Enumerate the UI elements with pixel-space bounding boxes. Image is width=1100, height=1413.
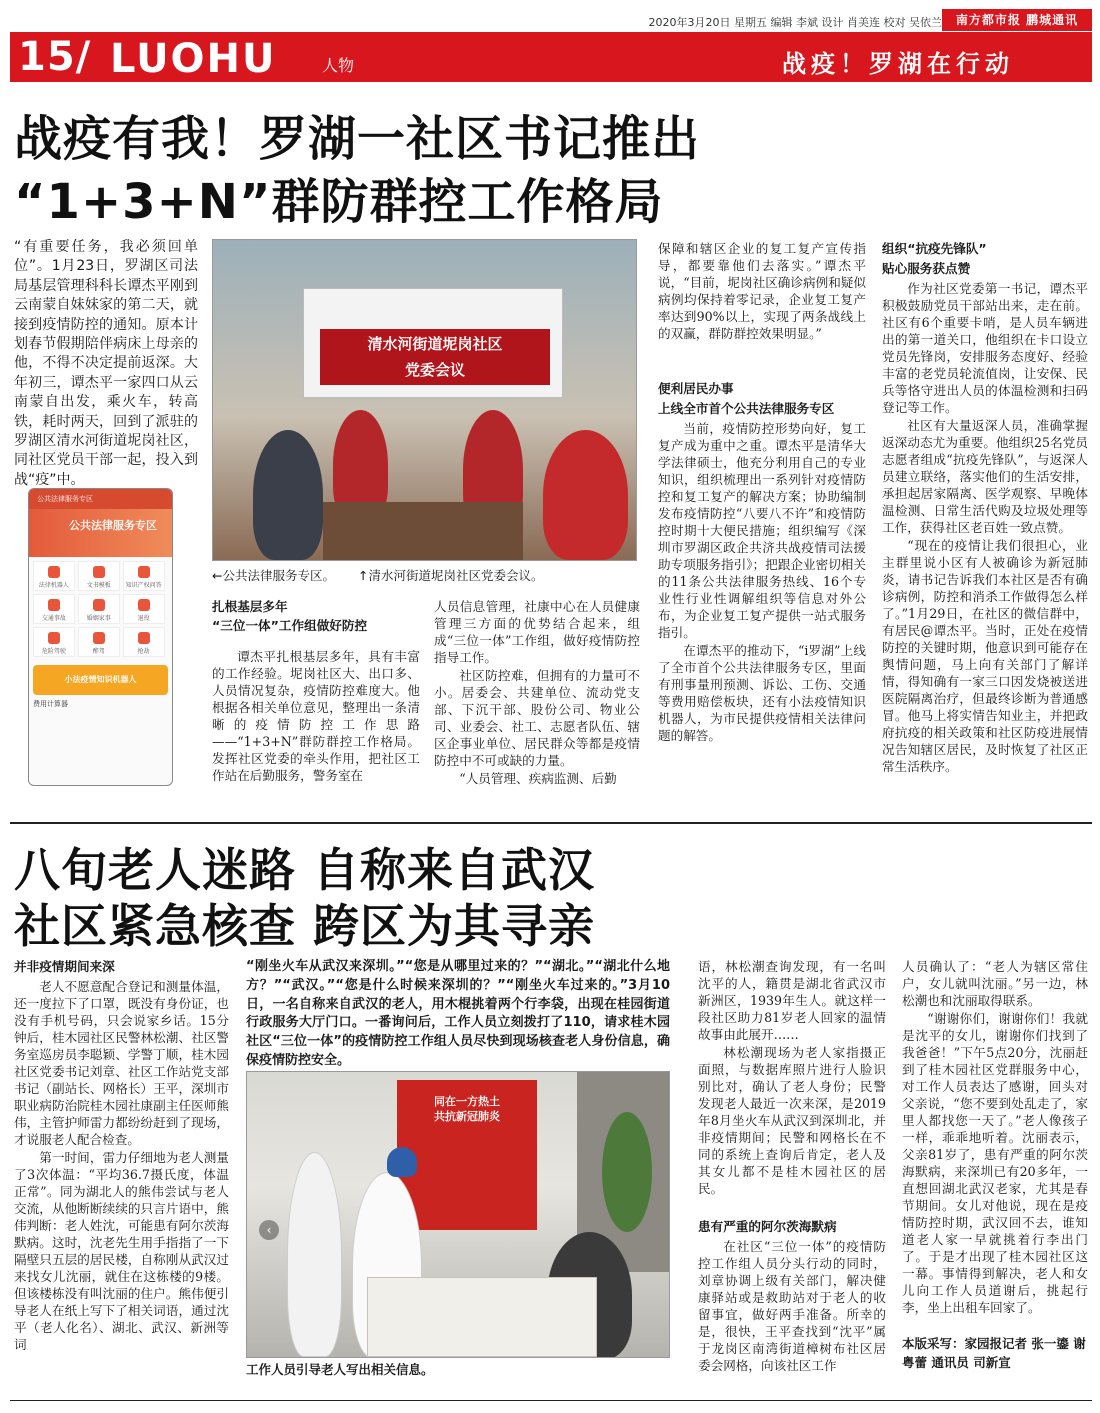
meeting-table (323, 502, 523, 561)
app-service-cell: 法律机器人 (33, 561, 75, 591)
paragraph: 在社区“三位一体”的疫情防控工作组人员分头行动的同时，刘章协调上级有关部门，解决健康驿站或是救助站对于老人的收留事宜，做好两手准备。所幸的是，很快，王平查找到“沈平”属于龙岗区南湾街道樟树布社区居委会网格，向该社区工作 (698, 1239, 886, 1373)
article1-section1-col2 (434, 598, 640, 788)
street-photo (246, 1071, 670, 1358)
app-service-cell: 知识产权问答 (123, 561, 165, 591)
page-bottom-rule (10, 1400, 1092, 1401)
paragraph: 语，林松潮查询发现，有一名叫沈平的人，籍贯是湖北省武汉市新洲区，1939年生人。就这样一段社区助力81岁老人回家的温情故事由此展开…… (698, 959, 886, 1042)
article2-lead: “刚坐火车从武汉来深圳。”“您是从哪里过来的？”“湖北。”“湖北什么地方？”“武汉。”“您是什么时候来深圳的？”“刚坐火车过来的。”3月10日，一名自称来自武汉的老人，用木棍挑着两个行李袋，出现在桂园街道行政服务大厅门口。一番询问后，工作人员立刻拨打了110，请求桂木园社区“三位一体”的疫情防控工作组人员尽快到现场核查老人身份信息，确保疫情防控安全。 (246, 959, 670, 1068)
article2-section1-title: 并非疫情期间来深 (14, 959, 115, 974)
column-title: 战疫！罗湖在行动 (782, 50, 1014, 78)
article1-col3-top (658, 240, 866, 343)
newspaper-logo: 南方都市报 鹏城通讯 (942, 9, 1092, 31)
page-number: 15/ (18, 34, 92, 80)
section-name: LUOHU (110, 36, 277, 82)
app-banner: 公共法律服务专区 (29, 509, 172, 557)
app-service-grid (29, 557, 172, 661)
article2-photo-caption: 工作人员引导老人写出相关信息。 (246, 1362, 434, 1377)
article2-col4 (902, 958, 1088, 1317)
article1-lead: “有重要任务，我必须回单位”。1月23日，罗湖区司法局基层管理科科长谭杰平刚到云南蒙自妹妹家的第二天，就接到疫情防控的通知。原本计划春节假期陪伴病床上母亲的他，不得不决定提前返深。大年初三，谭杰平一家四口从云南蒙自出发，乘火车，转高铁，耗时两天，回到了派驻的罗湖区清水河街道坭岗社区，同社区党员干部一起，投入到战“疫”中。 (14, 239, 198, 488)
tree-shape (602, 1112, 652, 1232)
app-service-cell: 婚姻家事 (78, 594, 120, 624)
section-tag: 人物 (322, 56, 355, 75)
meeting-banner-text: 清水河街道坭岗社区 党委会议 (320, 329, 550, 385)
paragraph: “谢谢你们，谢谢你们！我就是沈平的女儿，谢谢你们找到了我爸爸！”下午5点20分，沈丽赶到了桂木园社区党群服务中心，对工作人员表达了感谢，回头对父亲说，“您不要到处乱走了，家里人都找您一天了。”老人像孩子一样，乖乖地听着。沈丽表示，父亲81岁了，患有严重的阿尔茨海默病，来深圳已有20多年，一直想回湖北武汉老家，尤其是春节期间。女儿对他说，现在是疫情防控时期，武汉回不去，谁知道老人家一早就挑着行李出门了。于是才出现了桂木园社区这一幕。事情得到解决，老人和女儿向工作人员道谢后，挑起行李，坐上出租车回家了。 (902, 1011, 1088, 1315)
article1-section3-title1: 组织“抗疫先锋队” (882, 241, 987, 256)
article1-headline-line1: 战疫有我！罗湖一社区书记推出 (14, 111, 701, 167)
app-service-cell: 抢劫 (123, 627, 165, 657)
article1-section2-title2: 上线全市首个公共法律服务专区 (658, 401, 835, 416)
paragraph: 在谭杰平的推动下，“i罗湖”上线了全市首个公共法律服务专区，里面有刑事量刑预测、诉讼、工伤、交通等费用赔偿板块，还有小法疫情知识机器人，为市民提供疫情相关法律问题的解答。 (658, 643, 866, 743)
article1-section3-title2: 贴心服务获点赞 (882, 261, 971, 276)
meeting-banner-board (303, 288, 563, 398)
paragraph: 谭杰平扎根基层多年，具有丰富的工作经验。坭岗社区大、出口多、人员情况复杂，疫情防控难度大。他根据各相关单位意见，整理出一条清晰的疫情防控工作思路——“1+3+N”群防群控工作格局。发挥社区党委的牵头作用，把社区工作站在后勤服务，警务室在 (212, 649, 420, 783)
article2-col3 (698, 958, 886, 1198)
caption-left: ←公共法律服务专区。 (212, 568, 335, 583)
person-silhouette (287, 1152, 342, 1357)
article2-col1 (14, 978, 229, 1354)
meeting-photo (212, 239, 637, 561)
app-service-cell: 退役 (123, 594, 165, 624)
notice-board (397, 1080, 537, 1230)
article1-headline-line2: “1+3+N”群防群控工作格局 (14, 174, 664, 230)
paragraph: 人员信息管理，社康中心在人员健康管理三方面的优势结合起来，组成“三位一体”工作组，做好疫情防控指导工作。 (434, 599, 640, 665)
app-service-cell: 醉驾 (78, 627, 120, 657)
byline: 本版采写：家园报记者 张一鎏 谢粤蕾 通讯员 司新宣 (902, 1336, 1086, 1370)
article2-col3-bottom (698, 1238, 886, 1375)
paragraph: 保障和辖区企业的复工复产宣传指导，都要靠他们去落实。”谭杰平说，“目前，坭岗社区确诊病例和疑似病例均保持着零记录，企业复工复产率达到90%以上，实现了两条战线上的双赢，群防群控效果明显。” (658, 241, 866, 341)
paragraph: 人员确认了：“老人为辖区常住户，女儿就叫沈丽。”另一边，林松潮也和沈丽取得联系。 (902, 959, 1088, 1008)
person-silhouette (253, 430, 323, 560)
paragraph: 作为社区党委第一书记，谭杰平积极鼓励党员干部站出来，走在前。社区有6个重要卡哨，是人员车辆进出的第一道关口，他组织在卡口设立党员先锋岗，安排服务态度好、经验丰富的老党员轮流值岗，让安保、民兵等恪守进出人员的体温检测和扫码登记等工作。 (882, 281, 1088, 415)
app-service-cell: 文书模板 (78, 561, 120, 591)
caption-right: ↑清水河街道坭岗社区党委会议。 (358, 568, 544, 583)
article-divider (10, 822, 1092, 824)
article1-section1-col1 (212, 648, 420, 785)
notice-board-text: 同在一方热土 共抗新冠肺炎 (434, 1095, 500, 1123)
chevron-left-icon: ‹ (259, 1220, 279, 1240)
desk (367, 1277, 597, 1357)
legal-service-app-screenshot (28, 488, 173, 786)
paragraph: 林松潮现场为老人家指摄正面照，与数据库照片进行人脸识别比对，确认了老人身份；民警发现老人最近一次来深，是2019年8月坐火车从武汉到深圳北，并非疫情期间；民警和网格长在不同的系统上查询后肯定，老人及其女儿都不是桂木园社区的居民。 (698, 1045, 886, 1196)
paragraph: 第一时间，雷力仔细地为老人测量了3次体温：“平均36.7摄氏度，体温正常”。同为湖北人的熊伟尝试与老人交流，从他断断续续的只言片语中，熊伟判断：老人姓沈，可能患有阿尔茨海默病。这时，沈老先生用手指指了一下隔壁只五层的居民楼，自称刚从武汉过来找女儿沈丽，就住在这栋楼的9楼。但该楼栋没有叫沈丽的住户。熊伟便引导老人在纸上写下了相关词语，通过沈平（老人化名）、湖北、武汉、新洲等词 (14, 1150, 229, 1352)
paragraph: 老人不愿意配合登记和测量体温，还一度拉下了口罩，既没有身份证，也没有手机号码，只会说家乡话。15分钟后，桂木园社区民警林松潮、社区警务室巡房员李聪颖、学警丁顺，桂木园社区党委书记刘章、社区工作站党支部书记（副站长、网格长）王平，深圳市职业病防治院桂木园社康副主任医师熊伟，主管护师雷力都纷纷赶到了现场，才说服老人配合检查。 (14, 979, 229, 1147)
app-title-bar: 公共法律服务专区 (29, 489, 172, 509)
paragraph: “现在的疫情让我们很担心，业主群里说小区有人被确诊为新冠肺炎，请书记告诉我们本社区是否有确诊病例，防控和消杀工作做得怎么样了。”1月29日，在社区的微信群中，有居民@谭杰平。当时，正处在疫情防控的关键时期，他意识到可能存在舆情问题，马上向有关部门了解详情，得知确有一家三口因发烧被送进医院隔离治疗，但最终诊断为普通感冒。他马上将实情告知业主，并把政府抗疫的相关政策和社区防疫进展情况告知辖区居民，及时恢复了社区正常生活秩序。 (882, 538, 1088, 774)
app-service-cell: 交通事故 (33, 594, 75, 624)
article2-headline-line2: 社区紧急核查 跨区为其寻亲 (14, 899, 596, 953)
article1-section2-body (658, 420, 866, 745)
paragraph: 当前，疫情防控形势向好，复工复产成为重中之重。谭杰平是清华大学法律硕士，他充分利用自己的专业知识，组织梳理出一系列针对疫情防控和复工复产的解决方案；协助编制发布疫情防控“八要八不许”和疫情防控时期十大便民措施；组织编写《深圳市罗湖区政企共济共战疫情司法援助专项服务指引》；把跟企业密切相关的11条公共法律服务热线、16个专业性行业性调解组织等信息对外公布，为企业复工复产提供一站式服务指引。 (658, 421, 866, 640)
app-robot-banner: 小法疫情知识机器人 (33, 665, 168, 695)
paragraph: 社区防控难，但拥有的力量可不小。居委会、共建单位、流动党支部、下沉干部、股份公司、物业公司、业委会、社工、志愿者队伍、辖区企事业单位、居民群众等都是疫情防控中不可或缺的力量。 (434, 668, 640, 768)
paragraph: “人员管理、疾病监测、后勤 (459, 771, 617, 786)
article2-headline-line1: 八旬老人迷路 自称来自武汉 (14, 843, 596, 897)
person-silhouette (387, 1147, 417, 1177)
app-fee-calculator-label: 费用计算器 (33, 700, 68, 708)
person-silhouette (543, 430, 628, 560)
issue-meta-line: 2020年3月20日 星期五 编辑 李斌 设计 肖美连 校对 吴依兰 (648, 16, 942, 29)
article1-section1-title2: “三位一体”工作组做好防控 (212, 618, 368, 633)
article1-section3-body (882, 280, 1088, 776)
paragraph: 社区有大量返深人员，准确掌握返深动态尤为重要。他组织25名党员志愿者组成“抗疫先锋队”，与返深人员建立联络，落实他们的生活安排，承担起居家隔离、医学观察、早晚体温检测、日常生活代购及垃圾处理等工作，获得社区老百姓一致点赞。 (882, 418, 1088, 535)
app-service-cell: 危险驾驶 (33, 627, 75, 657)
article1-section2-title1: 便利居民办事 (658, 381, 734, 396)
article2-section2-title: 患有严重的阿尔茨海默病 (698, 1219, 837, 1234)
article1-section1-title1: 扎根基层多年 (212, 599, 288, 614)
